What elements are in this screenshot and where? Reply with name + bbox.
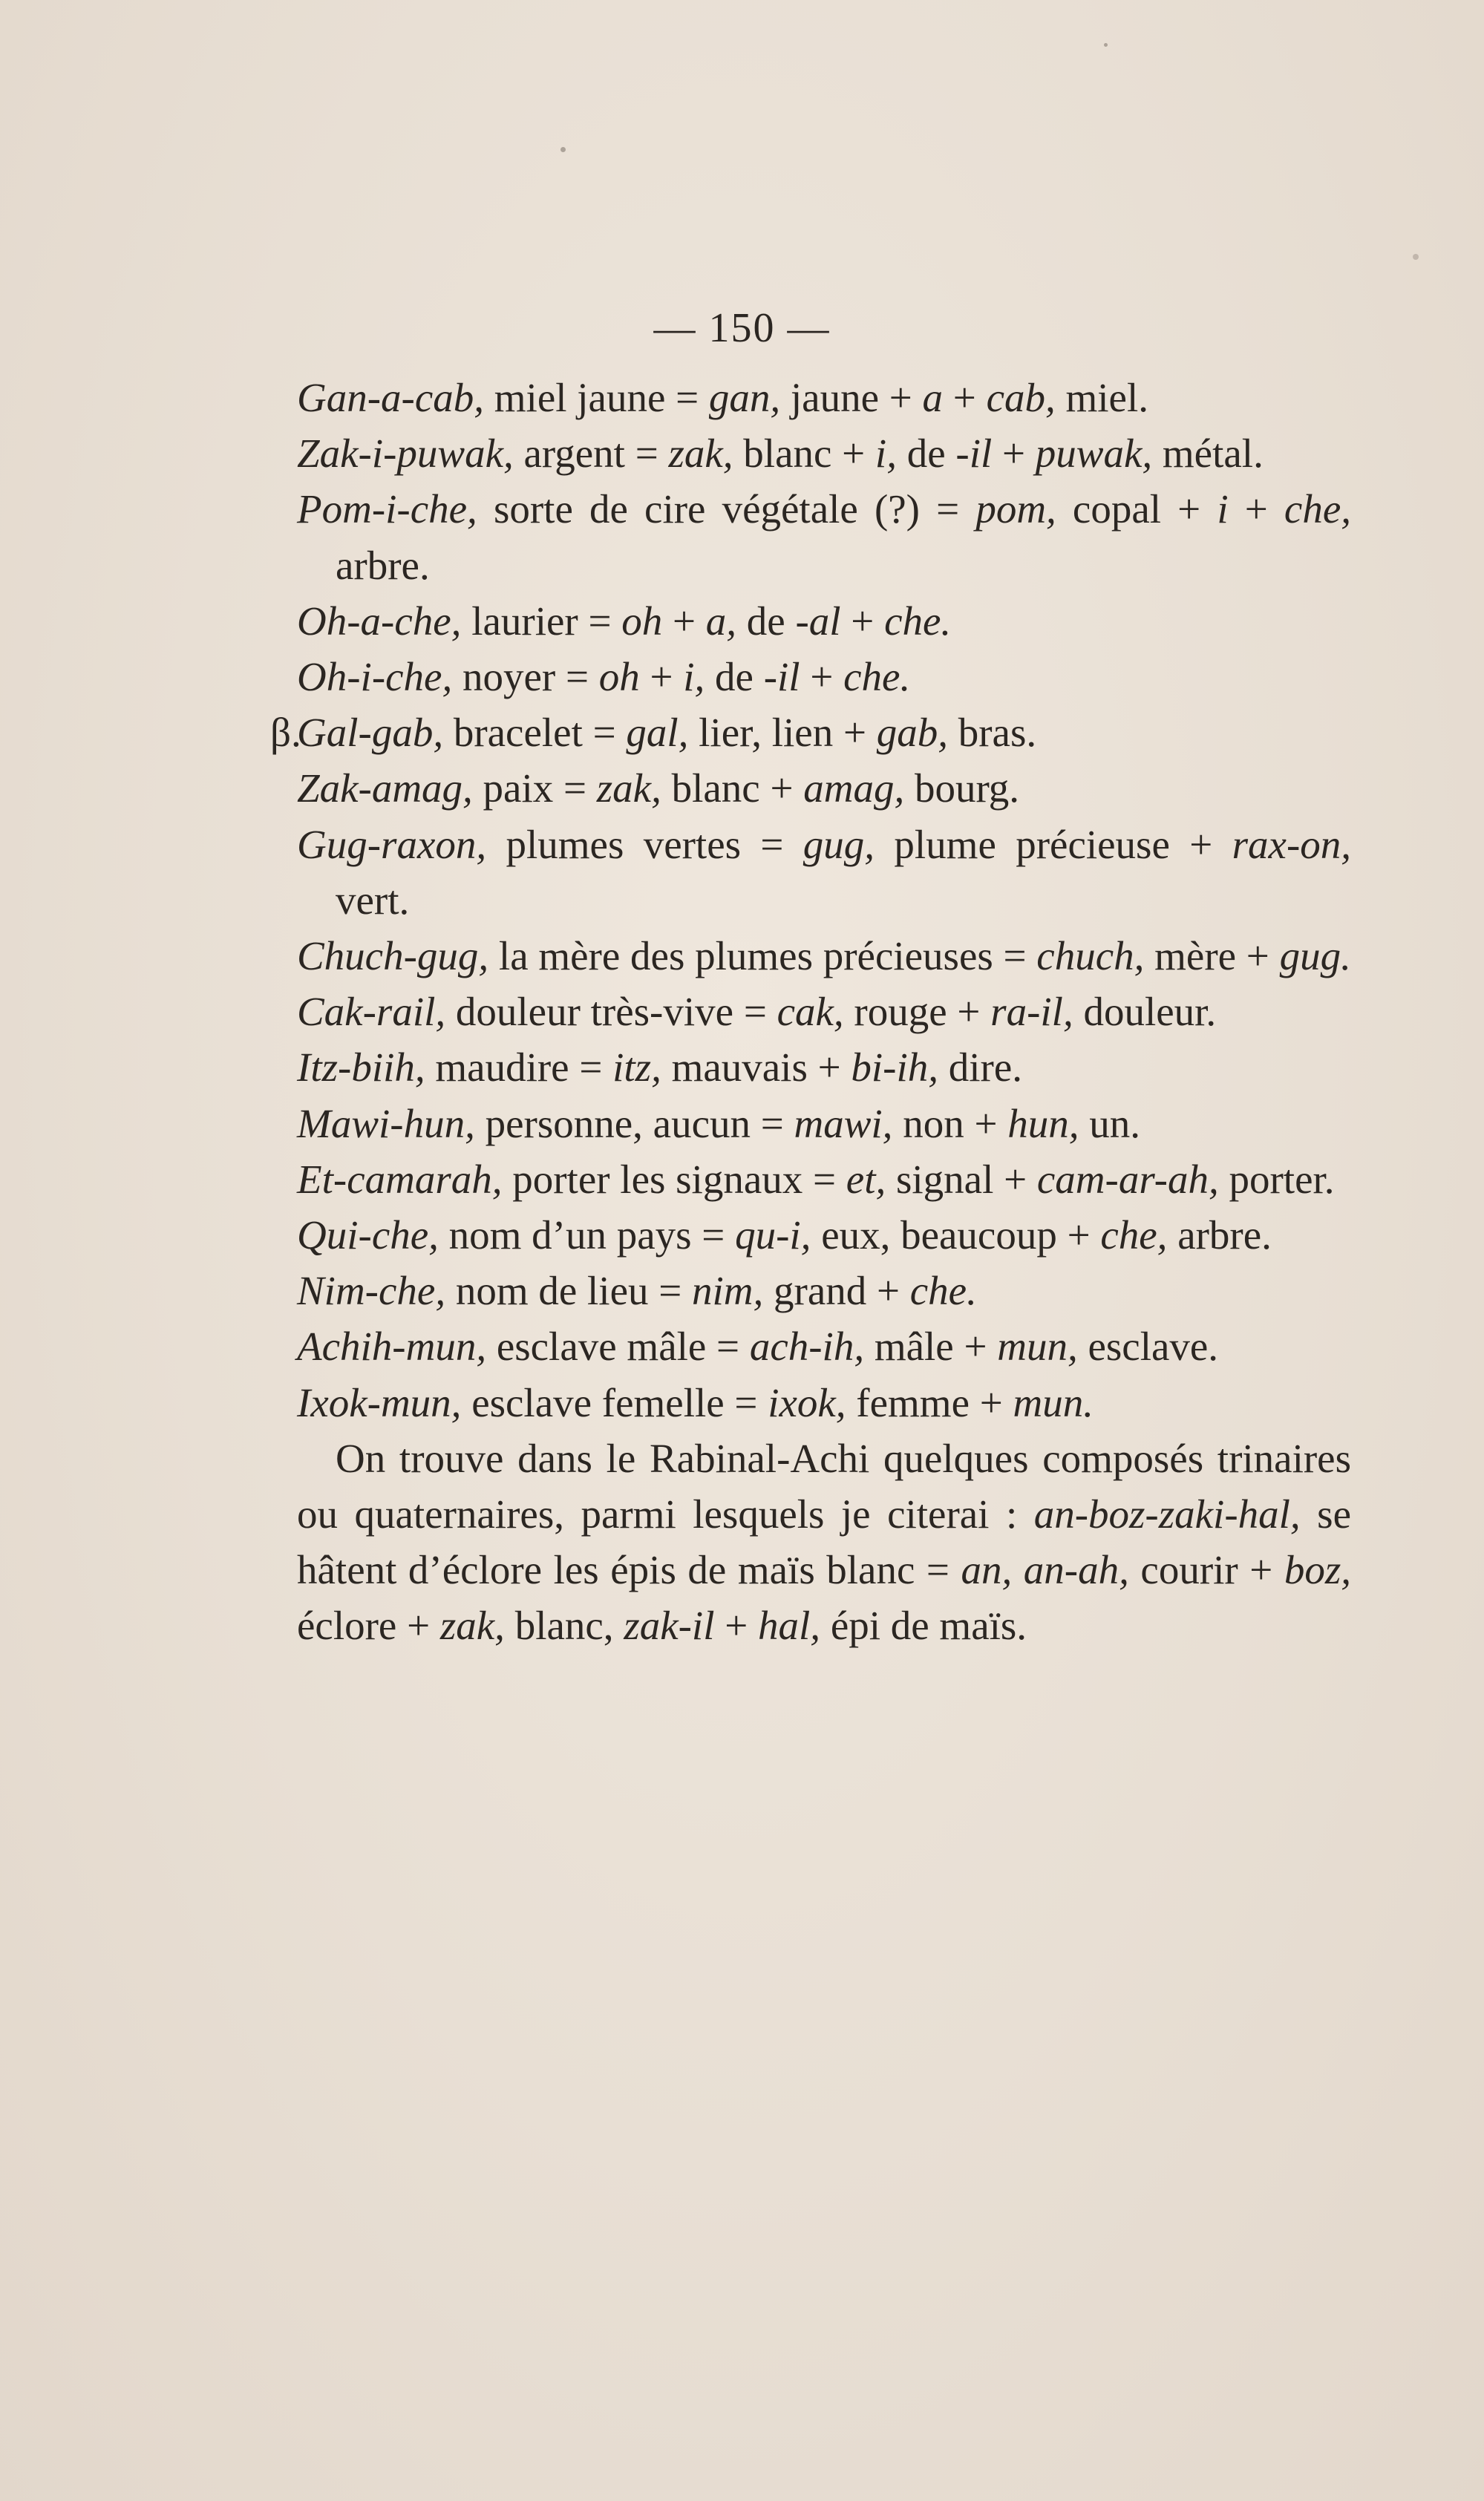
entry: Oh-i-che, noyer = oh + i, de -il + che.	[297, 654, 911, 700]
entry: Chuch-gug, la mère des plumes précieuses = chuch, mère + gug.	[297, 933, 1351, 979]
ink-spot	[1104, 43, 1108, 47]
closing-paragraph: On trouve dans le Rabinal-Achi quelques composés trinaires ou quaternaires, parmi lesquels je citerai : an-boz-zaki-hal, se hâtent d’éclore les épis de maïs blanc = an, an-ah, courir + boz, éclore + zak, blanc, zak-il + hal, épi de maïs.	[297, 1435, 1352, 1649]
entry: Cak-rail, douleur très-vive = cak, rouge + ra-il, douleur.	[297, 989, 1217, 1035]
entry: Pom-i-che, sorte de cire végétale (?) = pom, copal + i + che, arbre.	[297, 486, 1351, 588]
ink-spot	[1413, 254, 1419, 260]
entry: Gug-raxon, plumes vertes = gug, plume précieuse + rax-on, vert.	[297, 821, 1352, 923]
entry: β. Gal-gab, bracelet = gal, lier, lien + gab, bras.	[297, 704, 1351, 760]
entry: Zak-amag, paix = zak, blanc + amag, bourg.	[297, 765, 1020, 811]
ink-spot	[560, 147, 566, 152]
entry: Gan-a-cab, miel jaune = gan, jaune + a + cab, miel.	[297, 375, 1148, 420]
entry: Oh-a-che, laurier = oh + a, de -al + che.	[297, 598, 952, 644]
lexicon-text	[270, 370, 1352, 1654]
entry: Itz-biih, maudire = itz, mauvais + bi-ih, dire.	[297, 1044, 1023, 1091]
entry: Achih-mun, esclave mâle = ach-ih, mâle + mun, esclave.	[297, 1324, 1219, 1370]
entry: Mawi-hun, personne, aucun = mawi, non + hun, un.	[297, 1100, 1140, 1146]
section-marker: β.	[270, 710, 301, 756]
entry: Nim-che, nom de lieu = nim, grand + che.	[297, 1268, 977, 1314]
page-number: — 150 —	[653, 305, 831, 351]
entry: Zak-i-puwak, argent = zak, blanc + i, de -il + puwak, métal.	[297, 431, 1264, 477]
entry: Ixok-mun, esclave femelle = ixok, femme + mun.	[297, 1379, 1094, 1425]
entry: Et-camarah, porter les signaux = et, signal + cam-ar-ah, porter.	[297, 1156, 1335, 1202]
entry: Qui-che, nom d’un pays = qu-i, eux, beaucoup + che, arbre.	[297, 1212, 1272, 1258]
